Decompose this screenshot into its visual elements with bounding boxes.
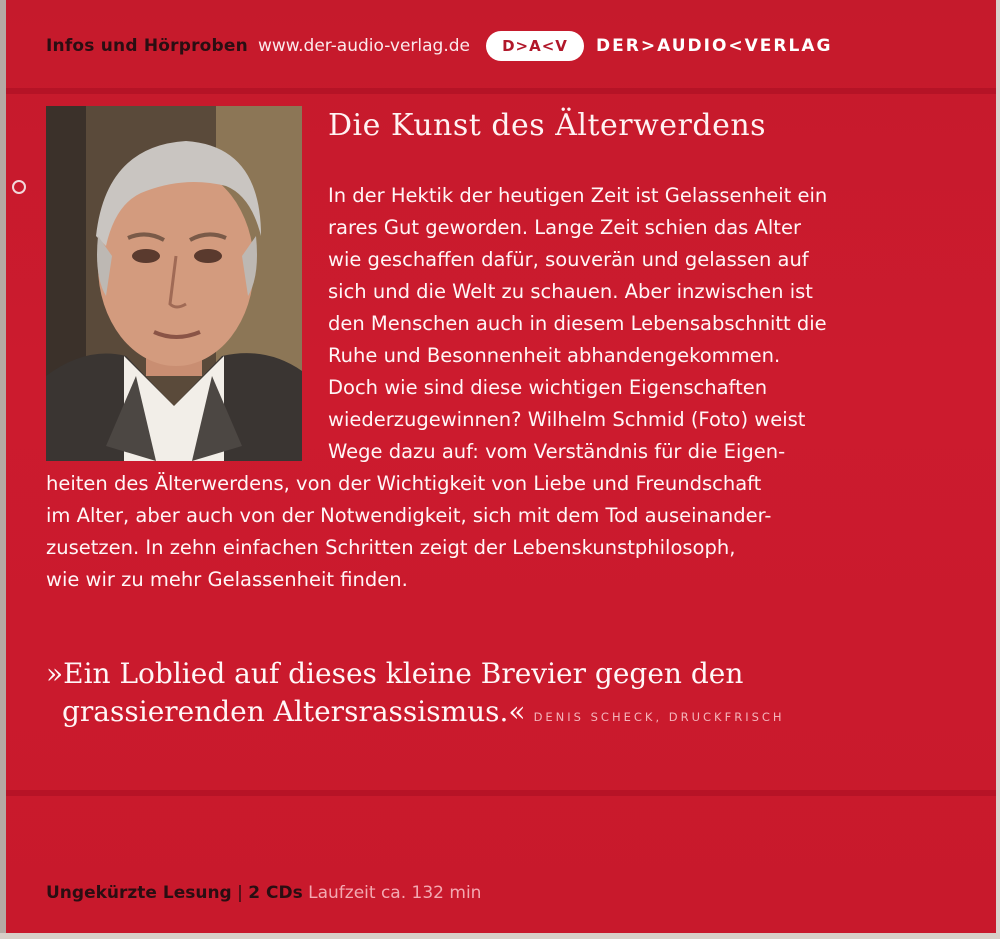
punch-hole <box>12 180 26 194</box>
description-line: sich und die Welt zu schauen. Aber inzwischen ist <box>328 280 813 303</box>
divider-band-bottom <box>6 790 996 796</box>
quote-line-2-row <box>46 693 976 736</box>
description-line: In der Hektik der heutigen Zeit ist Gelassenheit ein <box>328 184 828 207</box>
quote-line-1: »Ein Loblied auf dieses kleine Brevier gegen den <box>46 657 744 690</box>
edition-info <box>46 883 946 903</box>
footer-separator: | <box>237 883 243 903</box>
description-line: wiederzugewinnen? Wilhelm Schmid (Foto) weist <box>328 408 806 431</box>
info-label: Infos und Hörproben <box>46 36 248 56</box>
quote-line-2: grassierenden Altersrassismus.« <box>62 695 526 728</box>
book-title: Die Kunst des Älterwerdens <box>328 108 767 143</box>
header-bar <box>46 30 976 62</box>
publisher-brand: DER>AUDIO<VERLAG <box>596 36 833 56</box>
description-line: Doch wie sind diese wichtigen Eigenschaften <box>328 376 768 399</box>
description-line: wie wir zu mehr Gelassenheit finden. <box>46 568 408 591</box>
disc-count: 2 CDs <box>248 883 303 903</box>
bottom-edge <box>0 933 1000 939</box>
quote-attribution: DENIS SCHECK, DRUCKFRISCH <box>533 710 785 724</box>
description-text <box>46 180 976 596</box>
description-line: heiten des Älterwerdens, von der Wichtigkeit von Liebe und Freundschaft <box>46 472 762 495</box>
description-line: Wege dazu auf: vom Verständnis für die Eigen- <box>328 440 786 463</box>
website-link[interactable]: www.der-audio-verlag.de <box>257 36 471 56</box>
right-edge <box>996 0 1000 939</box>
runtime-label: Laufzeit ca. 132 min <box>308 883 482 903</box>
description-line: im Alter, aber auch von der Notwendigkeit, sich mit dem Tod auseinander- <box>46 504 772 527</box>
description-line: zusetzen. In zehn einfachen Schritten zeigt der Lebenskunstphilosoph, <box>46 536 736 559</box>
description-line: den Menschen auch in diesem Lebensabschnitt die <box>328 312 827 335</box>
dav-logo: D>A<V <box>486 31 584 61</box>
description-line: wie geschaffen dafür, souverän und gelassen auf <box>328 248 809 271</box>
divider-band-top <box>6 88 996 94</box>
edition-label: Ungekürzte Lesung <box>46 883 232 903</box>
review-quote <box>46 655 976 736</box>
description-line: rares Gut geworden. Lange Zeit schien das Alter <box>328 216 801 239</box>
left-edge <box>0 0 6 939</box>
description-line: Ruhe und Besonnenheit abhandengekommen. <box>328 344 781 367</box>
